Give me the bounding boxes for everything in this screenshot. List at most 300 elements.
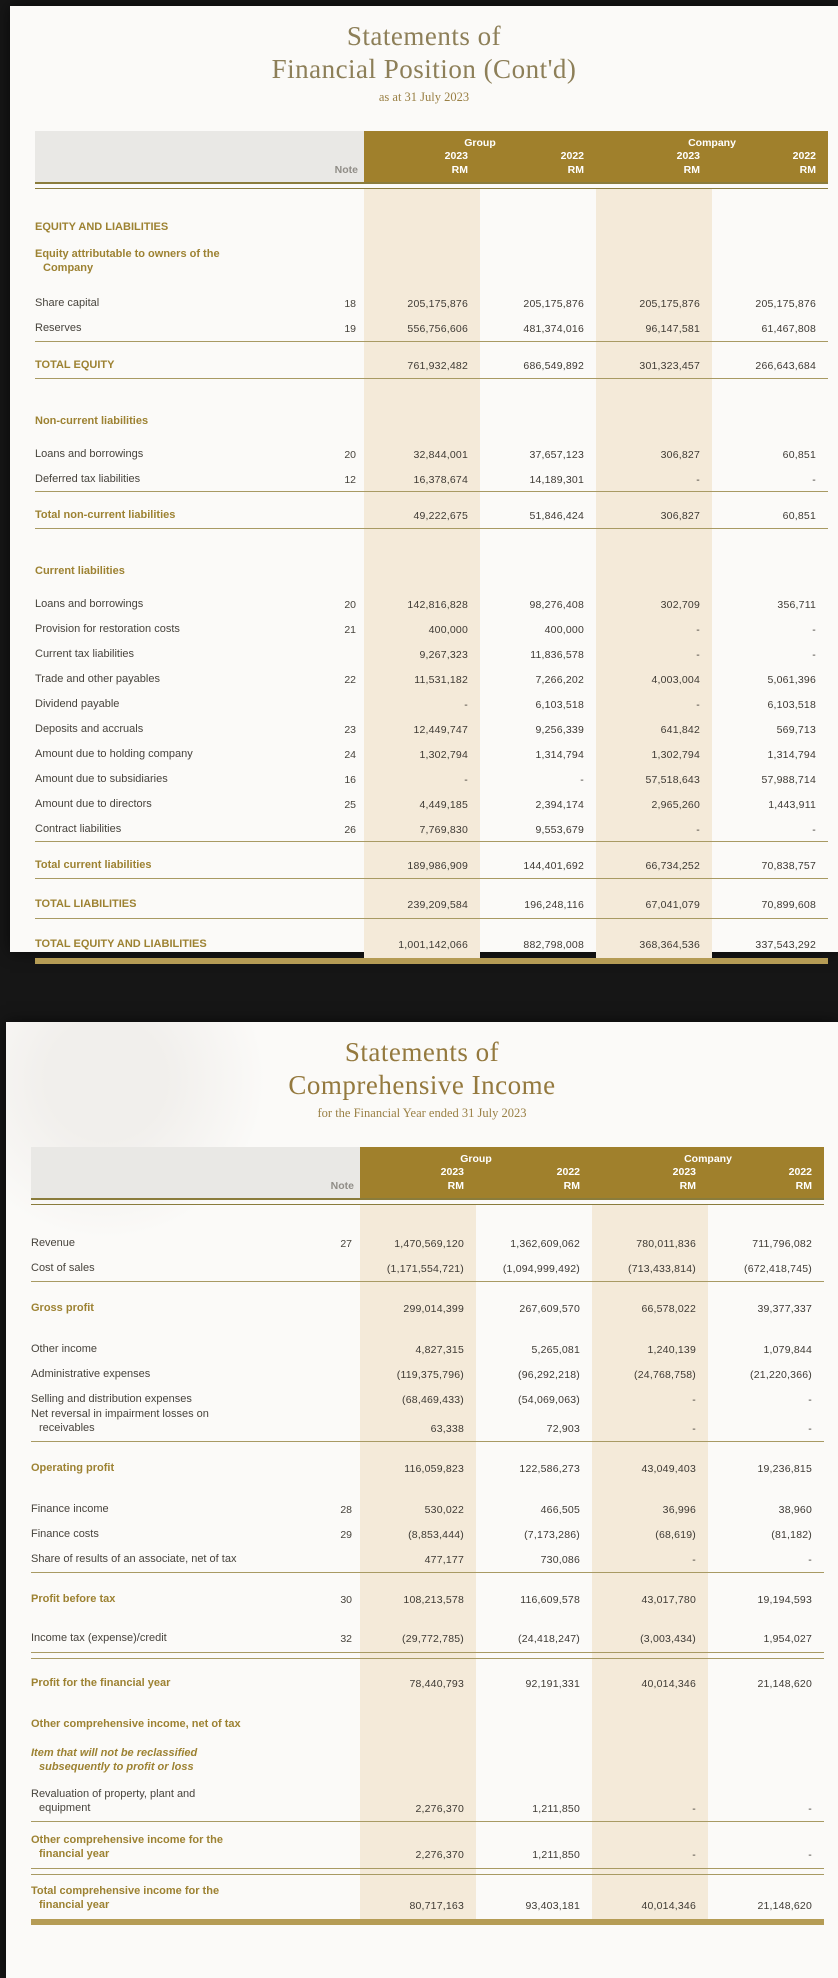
row-value: 205,175,876: [639, 298, 700, 310]
row-value: (68,469,433): [402, 1394, 464, 1406]
spacer: [31, 1444, 824, 1452]
note-column-header: Note: [35, 131, 364, 182]
row-note: 28: [340, 1504, 352, 1516]
row-label: Other comprehensive income, net of tax: [31, 1717, 241, 1730]
row-label: Amount due to holding company: [35, 747, 193, 760]
table-row: [35, 713, 828, 738]
row-value: 11,531,182: [414, 674, 468, 686]
row-value: -: [696, 474, 700, 486]
row-value: (21,220,366): [750, 1369, 812, 1381]
double-rule-line: [31, 1652, 824, 1659]
row-value: 9,553,679: [535, 824, 584, 836]
row-label: Total non-current liabilities: [35, 508, 176, 521]
row-label: Gross profit: [31, 1301, 94, 1314]
row-value: 5,265,081: [531, 1344, 580, 1356]
row-value: -: [808, 1849, 812, 1861]
row-value: 1,314,794: [767, 749, 816, 761]
row-value: (24,418,247): [518, 1633, 580, 1645]
row-value: 267,609,570: [519, 1303, 580, 1315]
row-value: 9,267,323: [419, 649, 468, 661]
spacer: [35, 580, 828, 588]
row-value: 6,103,518: [535, 699, 584, 711]
table-row: [35, 312, 828, 337]
row-value: (119,375,796): [396, 1369, 464, 1381]
spacer: [35, 531, 828, 555]
table-row: [35, 738, 828, 763]
row-value: 49,222,675: [413, 510, 468, 522]
row-label: Other income: [31, 1342, 98, 1355]
row-value: 40,014,346: [641, 1900, 696, 1912]
table-row: [35, 613, 828, 638]
row-label: Provision for restoration costs: [35, 622, 180, 635]
row-label: Cost of sales: [31, 1261, 95, 1274]
spacer: [35, 881, 828, 888]
row-value: 481,374,016: [523, 323, 584, 335]
row-value: 57,988,714: [761, 774, 816, 786]
table-row: [35, 638, 828, 663]
table-row: [35, 463, 828, 488]
spacer: [35, 381, 828, 405]
row-value: -: [808, 1423, 812, 1435]
page-subtitle: for the Financial Year ended 31 July 2023: [317, 1106, 527, 1120]
spacer: [35, 236, 828, 248]
total-row: [35, 349, 828, 374]
row-value: 66,734,252: [645, 860, 700, 872]
table-row: [35, 663, 828, 688]
row-note: 20: [344, 599, 356, 611]
row-value: -: [464, 699, 468, 711]
row-label: Current tax liabilities: [35, 647, 135, 660]
row-value: (81,182): [771, 1529, 812, 1541]
spacer: [35, 277, 828, 287]
row-value: -: [812, 624, 816, 636]
row-note: 21: [344, 624, 356, 636]
row-value: (54,069,063): [518, 1394, 580, 1406]
spacer: [31, 1205, 824, 1227]
row-value: -: [696, 624, 700, 636]
title-line1: Statements of: [344, 1037, 500, 1067]
row-label: Revenue: [31, 1236, 76, 1249]
total-row: [31, 1292, 824, 1317]
table-row: [31, 1543, 824, 1568]
table-row: [35, 763, 828, 788]
spacer: [35, 430, 828, 438]
row-value: 761,932,482: [407, 360, 468, 372]
row-value: 19,236,815: [757, 1463, 812, 1475]
row-value: 16,378,674: [413, 474, 468, 486]
row-value: 477,177: [424, 1554, 464, 1566]
row-label: Selling and distribution expenses: [31, 1392, 192, 1405]
spacer: [31, 1733, 824, 1747]
row-value: -: [692, 1803, 696, 1815]
row-label: Revaluation of property, plant and equipment: [31, 1788, 196, 1814]
row-value: 780,011,836: [636, 1238, 696, 1250]
row-value: 80,717,163: [409, 1900, 464, 1912]
row-value: (24,768,758): [634, 1369, 696, 1381]
row-value: 9,256,339: [535, 724, 584, 736]
spacer: [31, 1284, 824, 1292]
row-label: Income tax (expense)/credit: [31, 1631, 167, 1644]
row-value: (7,173,286): [524, 1529, 580, 1541]
row-value: 43,049,403: [641, 1463, 696, 1475]
section-row: [35, 555, 828, 580]
section-row: [35, 248, 828, 277]
table-row: [31, 1358, 824, 1383]
row-label: Net reversal in impairment losses on receivables: [31, 1408, 209, 1434]
total-row: [35, 849, 828, 874]
row-value: (1,094,999,492): [502, 1263, 580, 1275]
row-note: 25: [344, 799, 356, 811]
row-value: (8,853,444): [408, 1529, 464, 1541]
col-group-2022: 2022 RM: [560, 150, 584, 176]
row-value: 116,059,823: [404, 1463, 464, 1475]
row-note: 32: [340, 1633, 352, 1645]
row-value: 14,189,301: [529, 474, 584, 486]
row-value: 32,844,001: [413, 449, 468, 461]
spacer: [31, 1824, 824, 1834]
col-group-2022: 2022 RM: [556, 1166, 580, 1192]
section-row: [35, 211, 828, 236]
financial-position-table: [35, 131, 828, 964]
page-title: [10, 6, 838, 86]
row-value: 1,314,794: [535, 749, 584, 761]
row-label: TOTAL LIABILITIES: [35, 897, 137, 910]
row-value: 1,079,844: [763, 1344, 812, 1356]
total-row: [31, 1834, 824, 1863]
row-label: Other comprehensive income for the financial year: [31, 1834, 223, 1860]
row-value: 37,657,123: [529, 449, 584, 461]
row-label: Total comprehensive income for the financial year: [31, 1885, 220, 1911]
table-row: [35, 813, 828, 838]
row-note: 24: [344, 749, 356, 761]
row-value: 1,470,569,120: [394, 1238, 464, 1250]
row-value: 5,061,396: [767, 674, 816, 686]
row-value: 93,403,181: [525, 1900, 580, 1912]
row-label: Total current liabilities: [35, 858, 152, 871]
note-column-header: Note: [31, 1147, 360, 1198]
row-label: Contract liabilities: [35, 822, 122, 835]
row-label: TOTAL EQUITY AND LIABILITIES: [35, 937, 207, 950]
col-company-2023: 2023 RM: [676, 150, 700, 176]
row-value: 302,709: [660, 599, 700, 611]
title-line2: Comprehensive Income: [288, 1070, 556, 1100]
total-row: [31, 1885, 824, 1914]
row-value: 92,191,331: [525, 1678, 580, 1690]
table-row: [35, 588, 828, 613]
section-row: [35, 405, 828, 430]
row-value: 63,338: [430, 1423, 464, 1435]
row-value: -: [692, 1849, 696, 1861]
row-label: TOTAL EQUITY: [35, 358, 115, 371]
row-value: (68,619): [655, 1529, 696, 1541]
row-value: 38,960: [778, 1504, 812, 1516]
row-value: 556,756,606: [407, 323, 468, 335]
col-group-2023: 2023 RM: [444, 150, 468, 176]
row-value: 51,846,424: [529, 510, 584, 522]
row-value: 36,996: [662, 1504, 696, 1516]
table-body: [31, 1205, 824, 1925]
row-value: 7,769,830: [419, 824, 468, 836]
row-label: Finance costs: [31, 1527, 99, 1540]
row-value: 43,017,780: [641, 1594, 696, 1606]
row-value: -: [808, 1394, 812, 1406]
row-label: Trade and other payables: [35, 672, 160, 685]
row-label: Operating profit: [31, 1461, 115, 1474]
company-header: Company: [684, 1153, 732, 1165]
row-value: 12,449,747: [413, 724, 468, 736]
row-value: 1,954,027: [763, 1633, 812, 1645]
table-header: [31, 1147, 824, 1198]
row-value: 266,643,684: [755, 360, 816, 372]
row-label: Dividend payable: [35, 697, 120, 710]
row-value: 239,209,584: [407, 899, 468, 911]
row-note: 16: [344, 774, 356, 786]
row-value: (1,171,554,721): [386, 1263, 464, 1275]
row-value: 61,467,808: [761, 323, 816, 335]
row-value: -: [696, 824, 700, 836]
row-label: Non-current liabilities: [35, 414, 149, 427]
row-value: 1,211,850: [532, 1803, 580, 1815]
row-value: -: [464, 774, 468, 786]
row-note: 19: [344, 323, 356, 335]
row-note: 18: [344, 298, 356, 310]
table-body: [35, 189, 828, 964]
row-label: Amount due to directors: [35, 797, 152, 810]
row-value: 1,362,609,062: [510, 1238, 580, 1250]
amount-columns-header: [360, 1147, 824, 1198]
row-label: Share capital: [35, 296, 100, 309]
row-value: 400,000: [544, 624, 584, 636]
row-note: 22: [344, 674, 356, 686]
row-value: 39,377,337: [757, 1303, 812, 1315]
row-label: Share of results of an associate, net of tax: [31, 1552, 237, 1565]
row-value: 205,175,876: [523, 298, 584, 310]
spacer: [31, 1608, 824, 1622]
row-value: -: [812, 474, 816, 486]
row-value: -: [808, 1554, 812, 1566]
row-value: 60,851: [782, 510, 816, 522]
row-value: 70,838,757: [761, 860, 816, 872]
row-value: (3,003,434): [640, 1633, 696, 1645]
row-value: (672,418,745): [744, 1263, 812, 1275]
table-row: [31, 1518, 824, 1543]
col-group-2023: 2023 RM: [440, 1166, 464, 1192]
header-double-rule: [31, 1198, 824, 1205]
spacer: [31, 1692, 824, 1708]
row-value: 78,440,793: [409, 1678, 464, 1690]
row-value: -: [696, 699, 700, 711]
row-value: 96,147,581: [645, 323, 700, 335]
row-label: Profit for the financial year: [31, 1676, 171, 1689]
row-note: 29: [340, 1529, 352, 1541]
row-value: -: [808, 1803, 812, 1815]
row-value: 2,276,370: [415, 1803, 464, 1815]
page-title: [6, 1022, 838, 1102]
title-line1: Statements of: [346, 21, 502, 51]
row-value: (96,292,218): [518, 1369, 580, 1381]
row-value: 11,836,578: [530, 649, 584, 661]
row-value: 368,364,536: [639, 939, 700, 951]
row-value: 1,443,911: [768, 799, 816, 811]
group-header: Group: [464, 137, 496, 149]
thick-gold-rule: [35, 958, 828, 964]
table-row: [35, 788, 828, 813]
row-value: 337,543,292: [755, 939, 816, 951]
row-label: Current liabilities: [35, 564, 125, 577]
header-double-rule: [35, 182, 828, 189]
spacer: [31, 1776, 824, 1788]
row-value: 72,903: [546, 1423, 580, 1435]
total-row: [31, 1583, 824, 1608]
table-row: [35, 287, 828, 312]
row-value: -: [580, 774, 584, 786]
row-value: 98,276,408: [529, 599, 584, 611]
row-note: 27: [340, 1238, 352, 1250]
row-value: 40,014,346: [641, 1678, 696, 1690]
row-note: 20: [344, 449, 356, 461]
row-value: 67,041,079: [645, 899, 700, 911]
row-value: (29,772,785): [402, 1633, 464, 1645]
section-row: [31, 1747, 824, 1776]
row-value: -: [692, 1554, 696, 1566]
row-value: 356,711: [777, 599, 816, 611]
row-value: 301,323,457: [639, 360, 700, 372]
table-row: [31, 1408, 824, 1437]
row-note: 12: [344, 474, 356, 486]
row-value: 116,609,578: [520, 1594, 580, 1606]
row-label: Equity attributable to owners of the Company: [35, 248, 220, 274]
row-label: Administrative expenses: [31, 1367, 151, 1380]
row-value: 205,175,876: [755, 298, 816, 310]
spacer: [31, 1317, 824, 1333]
row-value: 1,302,794: [651, 749, 700, 761]
page-subtitle: as at 31 July 2023: [378, 90, 470, 104]
row-label: Loans and borrowings: [35, 447, 144, 460]
comprehensive-income-table: [31, 1147, 824, 1925]
page-comprehensive-income: [6, 1022, 838, 1978]
row-value: 569,713: [776, 724, 816, 736]
row-value: 4,827,315: [415, 1344, 464, 1356]
spacer: [31, 1875, 824, 1885]
spacer: [35, 189, 828, 211]
row-label: Deferred tax liabilities: [35, 472, 141, 485]
table-row: [31, 1227, 824, 1252]
row-value: 7,266,202: [535, 674, 584, 686]
row-value: 2,394,174: [535, 799, 584, 811]
section-row: [31, 1708, 824, 1733]
row-value: 205,175,876: [407, 298, 468, 310]
row-value: 882,798,008: [523, 939, 584, 951]
row-label: Item that will not be reclassified subsequently to profit or loss: [31, 1747, 198, 1773]
table-row: [31, 1788, 824, 1817]
row-value: 1,240,139: [647, 1344, 696, 1356]
row-value: 299,014,399: [403, 1303, 464, 1315]
row-value: 2,965,260: [651, 799, 700, 811]
row-value: 21,148,620: [757, 1678, 812, 1690]
row-value: -: [692, 1423, 696, 1435]
row-label: Reserves: [35, 321, 82, 334]
row-value: -: [812, 649, 816, 661]
table-row: [31, 1622, 824, 1647]
row-value: 1,211,850: [532, 1849, 580, 1861]
row-value: 144,401,692: [523, 860, 584, 872]
row-value: 196,248,116: [524, 899, 584, 911]
row-value: 66,578,022: [641, 1303, 696, 1315]
table-row: [31, 1383, 824, 1408]
row-note: 30: [340, 1594, 352, 1606]
spacer: [31, 1575, 824, 1583]
row-value: 1,001,142,066: [398, 939, 468, 951]
row-value: 108,213,578: [403, 1594, 464, 1606]
row-value: 306,827: [660, 510, 700, 522]
row-value: 306,827: [660, 449, 700, 461]
row-value: -: [692, 1394, 696, 1406]
row-value: 6,103,518: [767, 699, 816, 711]
row-note: 23: [344, 724, 356, 736]
col-company-2022: 2022 RM: [788, 1166, 812, 1192]
spacer: [31, 1477, 824, 1493]
row-value: 57,518,643: [645, 774, 700, 786]
row-label: EQUITY AND LIABILITIES: [35, 220, 169, 233]
col-company-2022: 2022 RM: [792, 150, 816, 176]
row-value: 686,549,892: [523, 360, 584, 372]
row-value: 60,851: [782, 449, 816, 461]
spacer: [35, 921, 828, 928]
row-value: (713,433,814): [628, 1263, 696, 1275]
row-value: -: [812, 824, 816, 836]
title-line2: Financial Position (Cont'd): [271, 54, 577, 84]
row-note: 26: [344, 824, 356, 836]
row-value: 730,086: [540, 1554, 580, 1566]
table-row: [35, 438, 828, 463]
row-value: 711,796,082: [752, 1238, 812, 1250]
row-label: Deposits and accruals: [35, 722, 144, 735]
row-value: 530,022: [424, 1504, 464, 1516]
row-value: 122,586,273: [519, 1463, 580, 1475]
row-value: 2,276,370: [415, 1849, 464, 1861]
row-label: Profit before tax: [31, 1592, 116, 1605]
double-rule-line: [31, 1868, 824, 1875]
thick-gold-rule: [31, 1919, 824, 1925]
total-row: [35, 499, 828, 524]
col-company-2023: 2023 RM: [672, 1166, 696, 1192]
table-row: [31, 1493, 824, 1518]
row-label: Loans and borrowings: [35, 597, 144, 610]
group-header: Group: [460, 1153, 492, 1165]
total-row: [35, 888, 828, 913]
table-row: [35, 688, 828, 713]
table-row: [31, 1333, 824, 1358]
row-label: Amount due to subsidiaries: [35, 772, 168, 785]
page-financial-position: [10, 6, 838, 952]
row-value: 641,842: [660, 724, 700, 736]
total-row: [31, 1667, 824, 1692]
row-value: 1,302,794: [419, 749, 468, 761]
table-header: [35, 131, 828, 182]
row-value: 4,003,004: [651, 674, 700, 686]
total-row: [31, 1452, 824, 1477]
total-row: [35, 928, 828, 953]
row-value: -: [696, 649, 700, 661]
table-row: [31, 1252, 824, 1277]
row-value: 400,000: [428, 624, 468, 636]
row-value: 142,816,828: [407, 599, 468, 611]
spacer: [31, 1659, 824, 1667]
company-header: Company: [688, 137, 736, 149]
row-value: 70,899,608: [761, 899, 816, 911]
row-value: 21,148,620: [757, 1900, 812, 1912]
row-value: 4,449,185: [419, 799, 468, 811]
